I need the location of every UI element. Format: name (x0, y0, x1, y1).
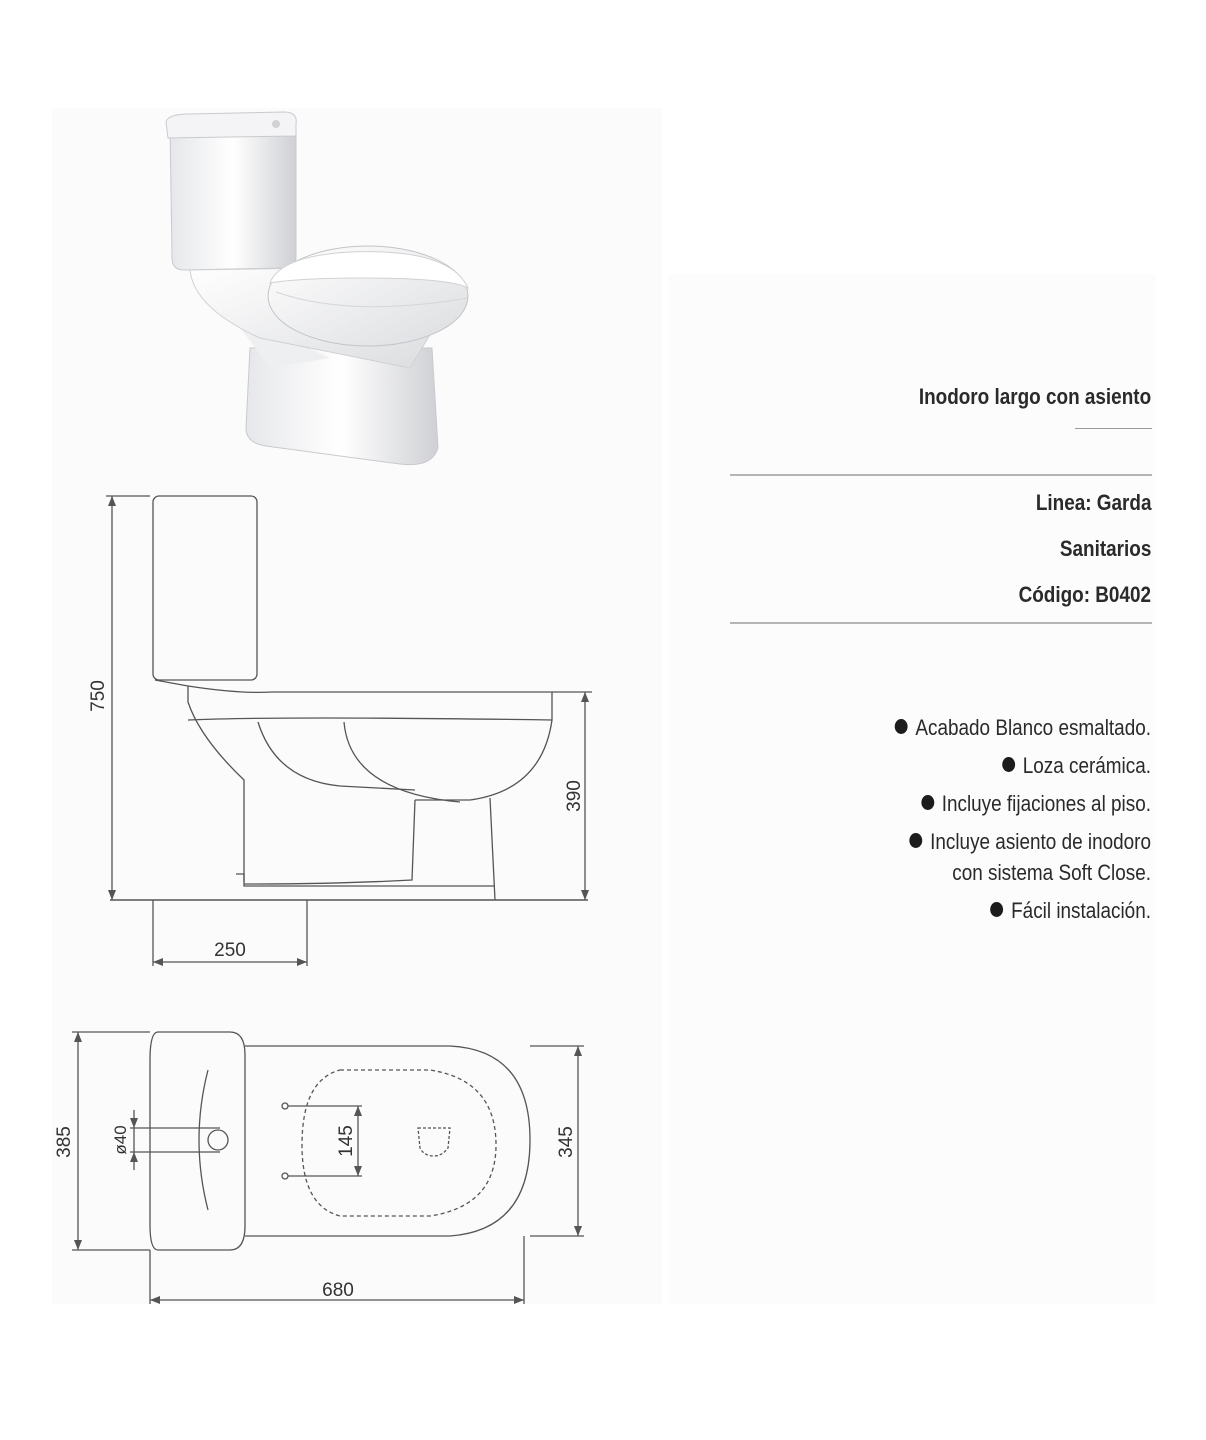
dim-bowl-height: 390 (564, 780, 585, 812)
divider-bottom (730, 622, 1152, 624)
bullet-icon (909, 833, 922, 848)
feature-item: Incluye fijaciones al piso. (790, 788, 1151, 819)
feature-item: Loza cerámica. (790, 750, 1151, 781)
top-view (130, 1032, 530, 1250)
dim-length: 680 (322, 1280, 354, 1301)
feature-item: Incluye asiento de inodoro con sistema Soft Close. (790, 826, 1151, 888)
dim-total-height: 750 (88, 680, 109, 712)
product-category: Sanitarios (1059, 536, 1151, 561)
bullet-icon (895, 719, 908, 734)
dim-fixing-spacing: 145 (336, 1125, 357, 1157)
bullet-icon (990, 902, 1003, 917)
product-title: Inodoro largo con asiento (918, 384, 1151, 409)
feature-item: Fácil instalación. (790, 895, 1151, 926)
dim-seat-width: 345 (556, 1126, 577, 1158)
dim-inlet-diameter: ø40 (111, 1125, 130, 1155)
dim-outlet-distance: 250 (214, 940, 246, 961)
bullet-icon (1002, 757, 1015, 772)
product-code: Código: B0402 (1018, 582, 1151, 607)
bullet-icon (921, 795, 934, 810)
feature-item: Acabado Blanco esmaltado. (790, 712, 1151, 743)
technical-drawing (40, 480, 620, 1320)
dim-width: 385 (54, 1126, 75, 1158)
side-view (110, 496, 588, 900)
divider-top (730, 474, 1152, 476)
product-photo (150, 108, 490, 478)
product-line: Linea: Garda (1035, 490, 1151, 515)
title-underline (1075, 428, 1152, 429)
feature-list (731, 712, 1151, 933)
